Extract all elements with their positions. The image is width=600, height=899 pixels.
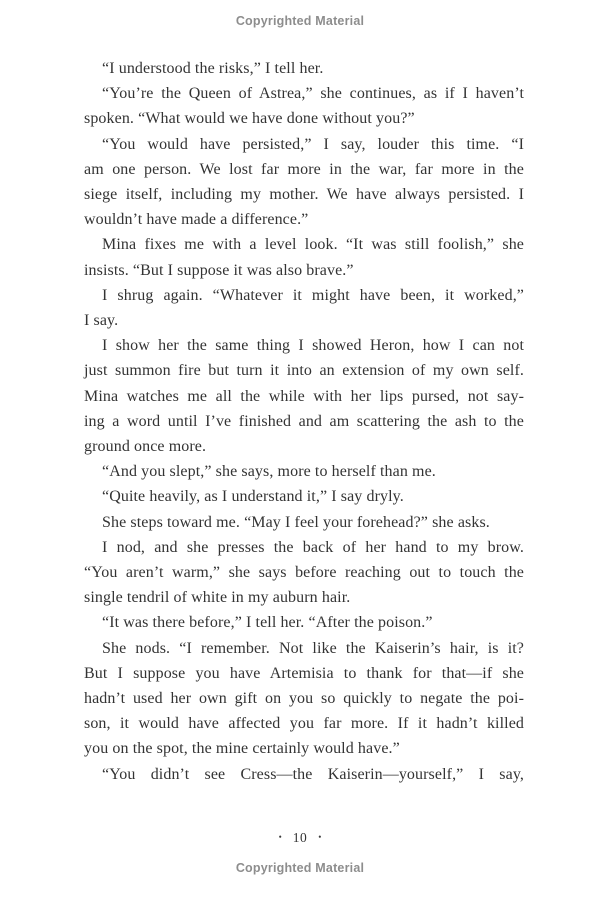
paragraph (84, 610, 524, 635)
paragraph (84, 132, 524, 233)
paragraph (84, 762, 524, 787)
text-line: just summon fire but turn it into an extension of my own self. (84, 362, 524, 380)
paragraph (84, 636, 524, 762)
text-line: you on the spot, the mine certainly would have.” (84, 740, 400, 758)
copyright-notice-bottom: Copyrighted Material (235, 861, 365, 875)
text-line: But I suppose you have Artemisia to thank for that—if she (84, 664, 524, 682)
text-line: She nods. “I remember. Not like the Kaiserin’s hair, is it? (102, 639, 524, 657)
page-footer (0, 829, 600, 847)
text-line: son, it would have affected you far more. If it hadn’t killed (84, 715, 524, 733)
paragraph (84, 56, 524, 81)
paragraph (84, 459, 524, 484)
paragraph (84, 283, 524, 333)
text-line: ing a word until I’ve finished and am scattering the ash to the (84, 412, 524, 430)
text-line: She steps toward me. “May I feel your forehead?” she asks. (102, 513, 490, 531)
text-line: “It was there before,” I tell her. “After the poison.” (102, 614, 433, 632)
page-number: 10 (292, 830, 308, 845)
text-line: Mina watches me all the while with her lips pursed, not say- (84, 387, 524, 405)
text-line: single tendril of white in my auburn hair. (84, 589, 351, 607)
text-line: spoken. “What would we have done without you?” (84, 110, 415, 128)
paragraph (84, 535, 524, 611)
paragraph (84, 510, 524, 535)
copyright-notice-top: Copyrighted Material (235, 14, 365, 28)
text-line: Mina fixes me with a level look. “It was still foolish,” she (102, 236, 524, 254)
page-body (84, 56, 524, 787)
text-line: hadn’t used her own gift on you so quickly to negate the poi- (84, 690, 524, 708)
text-line: am one person. We lost far more in the war, far more in the (84, 160, 524, 178)
text-line: I show her the same thing I showed Heron, how I can not (102, 337, 524, 355)
folio-bullet-right: • (318, 832, 322, 842)
text-line: wouldn’t have made a difference.” (84, 211, 309, 229)
text-line: siege itself, including my mother. We have always persisted. I (84, 186, 524, 204)
text-line: “You didn’t see Cress—the Kaiserin—yourself,” I say, (102, 765, 524, 783)
paragraph (84, 232, 524, 282)
text-line: insists. “But I suppose it was also brave.” (84, 261, 354, 279)
text-line: “You’re the Queen of Astrea,” she continues, as if I haven’t (102, 85, 524, 103)
paragraph (84, 484, 524, 509)
text-line: I say. (84, 312, 119, 330)
text-line: “You aren’t warm,” she says before reaching out to touch the (84, 564, 524, 582)
paragraph (84, 333, 524, 459)
text-line: “And you slept,” she says, more to herself than me. (102, 463, 436, 481)
text-line: ground once more. (84, 438, 207, 456)
text-line: “I understood the risks,” I tell her. (102, 60, 324, 77)
text-line: I shrug again. “Whatever it might have been, it worked,” (102, 286, 524, 304)
text-line: “Quite heavily, as I understand it,” I say dryly. (102, 488, 404, 506)
text-line: I nod, and she presses the back of her hand to my brow. (102, 538, 524, 556)
text-line: “You would have persisted,” I say, louder this time. “I (102, 135, 524, 153)
paragraph (84, 81, 524, 131)
folio-bullet-left: • (278, 832, 282, 842)
